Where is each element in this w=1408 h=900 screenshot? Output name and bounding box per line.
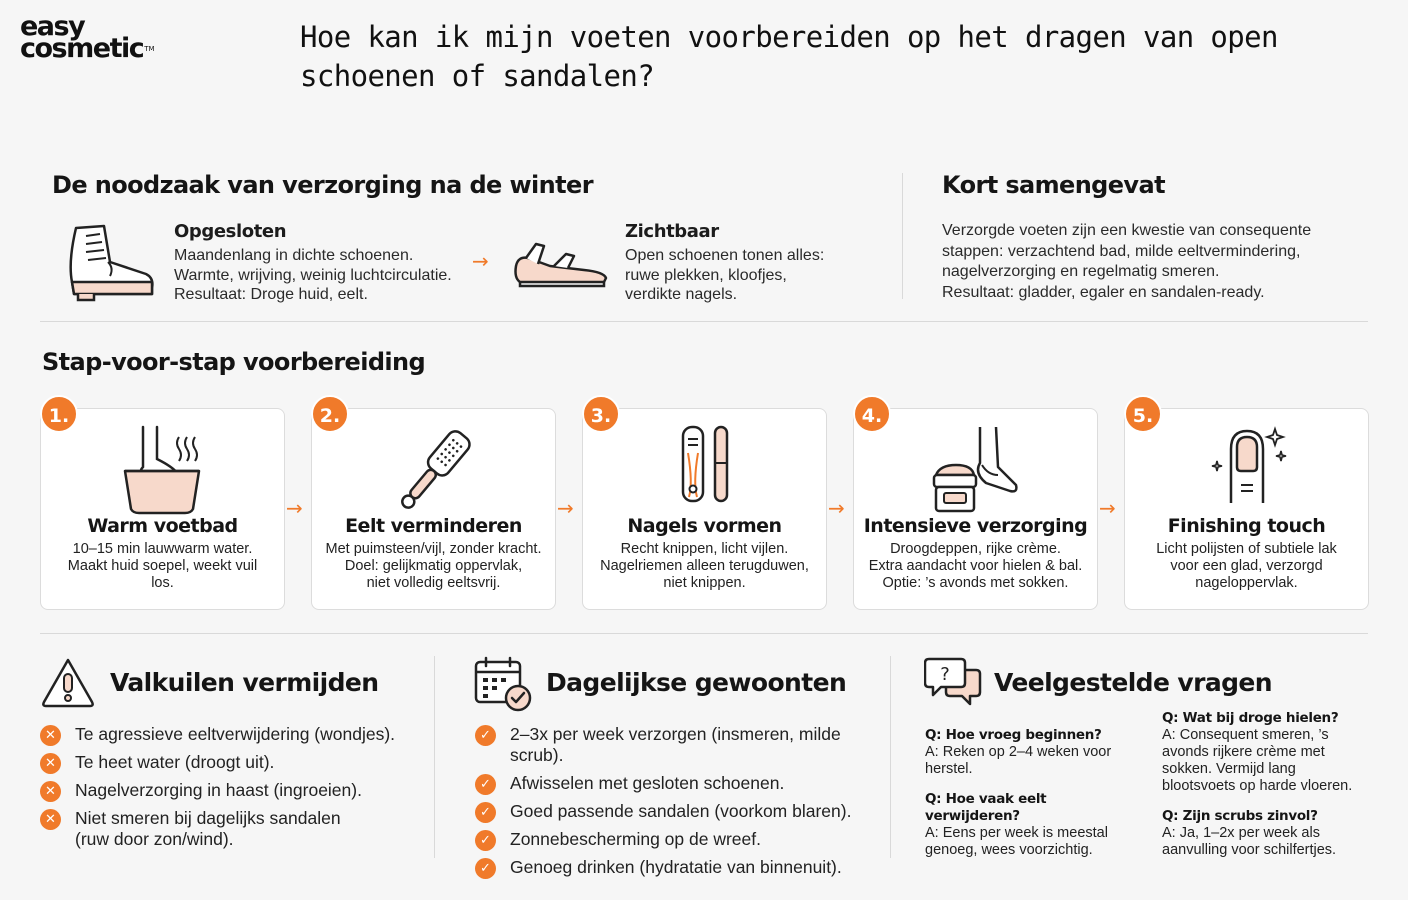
- boot-icon: [64, 222, 158, 304]
- step-card-2: [311, 408, 556, 610]
- list-item: ✕ Nagelverzorging in haast (ingroeien).: [40, 780, 420, 801]
- step-title: Intensieve verzorging: [863, 515, 1088, 537]
- list-item: ✓ Goed passende sandalen (voorkom blaren).: [475, 801, 885, 822]
- page-title: Hoe kan ik mijn voeten voorbereiden op het dragen van open schoenen of sandalen?: [300, 20, 1278, 93]
- arrow-right-icon: →: [828, 496, 845, 520]
- arrow-right-icon: →: [557, 496, 574, 520]
- faq-item: [925, 791, 1140, 859]
- faq-answer: A: Ja, 1–2x per week als aanvulling voor schilfertjes.: [1162, 825, 1337, 858]
- pitfalls-list: [40, 724, 420, 857]
- step-title: Finishing touch: [1167, 515, 1326, 537]
- faq-question: Q: Hoe vaak eelt verwijderen?: [925, 791, 1047, 824]
- summary-text: Verzorgde voeten zijn een kwestie van consequente stappen: verzachtend bad, milde eeltvermindering, nagelverzorging en regelmatig smeren. Resultaat: gladder, egaler en sandalen-ready.: [942, 222, 1312, 301]
- x-icon: ✕: [40, 781, 61, 802]
- brand-line-2: cosmetic™: [20, 33, 155, 64]
- closed-description: Maandenlang in dichte schoenen. Warmte, wrijving, weinig luchtcirculatie. Resultaat: Droge huid, eelt.: [174, 247, 452, 303]
- nail-clipper-icon: [655, 423, 755, 519]
- step-description: Droogdeppen, rijke crème. Extra aandacht voor hielen & bal. Optie: ’s avonds met sokken.: [868, 541, 1083, 591]
- faq-item: [1162, 710, 1372, 795]
- faq-question: Q: Wat bij droge hielen?: [1162, 710, 1339, 726]
- calendar-check-icon: [474, 656, 532, 712]
- step-description: Recht knippen, licht vijlen. Nagelriemen alleen terugduwen, niet knippen.: [600, 541, 809, 591]
- section-divider: [40, 321, 1368, 322]
- brand-logo[interactable]: [20, 11, 155, 64]
- arrow-right-icon: →: [286, 496, 303, 520]
- step-card-1: [40, 408, 285, 610]
- arrow-right-icon: →: [1099, 496, 1116, 520]
- faq-item: [1162, 808, 1372, 859]
- step-card-3: [582, 408, 827, 610]
- section-divider: [434, 656, 435, 858]
- habits-list: [475, 724, 885, 885]
- list-item: ✓ 2–3x per week verzorgen (insmeren, milde scrub).: [475, 724, 885, 766]
- foot-file-icon: [384, 423, 484, 519]
- check-icon: ✓: [475, 802, 496, 823]
- faq-answer: A: Reken op 2–4 weken voor herstel.: [925, 744, 1112, 777]
- step-number-badge: 2.: [311, 395, 349, 433]
- warning-icon: [40, 656, 96, 708]
- x-icon: ✕: [40, 809, 61, 830]
- sandal-icon: [510, 236, 610, 288]
- faq-answer: A: Consequent smeren, ’s avonds rijkere crème met sokken. Vermijd lang blootsvoets op harde vloeren.: [1162, 727, 1353, 794]
- list-item: ✕ Te agressieve eeltverwijdering (wondjes).: [40, 724, 420, 745]
- step-title: Warm voetbad: [87, 515, 238, 537]
- list-item: ✓ Genoeg drinken (hydratatie van binnenuit).: [475, 857, 885, 878]
- step-title: Eelt verminderen: [345, 515, 522, 537]
- cream-jar-icon: [926, 423, 1026, 519]
- list-item: ✓ Zonnebescherming op de wreef.: [475, 829, 885, 850]
- summary-heading: Kort samengevat: [942, 171, 1165, 199]
- closed-title: Opgesloten: [174, 221, 287, 242]
- x-icon: ✕: [40, 725, 61, 746]
- section-divider: [902, 173, 903, 299]
- speech-bubbles-icon: [924, 656, 982, 708]
- habits-heading: Dagelijkse gewoonten: [546, 668, 847, 697]
- x-icon: ✕: [40, 753, 61, 774]
- check-icon: ✓: [475, 774, 496, 795]
- step-title: Nagels vormen: [627, 515, 782, 537]
- necessity-heading: De noodzaak van verzorging na de winter: [52, 171, 593, 199]
- brand-line-1: easy: [20, 11, 85, 42]
- faq-item: [925, 727, 1140, 778]
- check-icon: ✓: [475, 858, 496, 879]
- closed-shoes-block: [174, 221, 452, 305]
- step-number-badge: 3.: [582, 395, 620, 433]
- step-card-5: [1124, 408, 1369, 610]
- section-divider: [890, 656, 891, 858]
- faq-answer: A: Eens per week is meestal genoeg, wees voorzichtig.: [925, 825, 1108, 858]
- step-card-4: [853, 408, 1098, 610]
- trademark-symbol: TM: [144, 45, 155, 53]
- faq-question: Q: Hoe vroeg beginnen?: [925, 727, 1102, 743]
- faq-question: Q: Zijn scrubs zinvol?: [1162, 808, 1318, 824]
- visible-feet-block: [625, 221, 824, 305]
- steps-heading: Stap-voor-stap voorbereiding: [42, 348, 426, 376]
- polished-nail-icon: [1197, 423, 1297, 519]
- faq-heading: Veelgestelde vragen: [994, 668, 1272, 697]
- section-divider: [40, 633, 1368, 634]
- visible-title: Zichtbaar: [625, 221, 719, 242]
- step-description: Licht polijsten of subtiele lak voor een glad, verzorgd nageloppervlak.: [1156, 541, 1337, 591]
- list-item: ✕ Te heet water (droogt uit).: [40, 752, 420, 773]
- step-description: 10–15 min lauwwarm water. Maakt huid soepel, weekt vuil los.: [67, 541, 258, 591]
- list-item: ✓ Afwisselen met gesloten schoenen.: [475, 773, 885, 794]
- step-number-badge: 4.: [853, 395, 891, 433]
- step-number-badge: 1.: [40, 395, 78, 433]
- check-icon: ✓: [475, 725, 496, 746]
- step-number-badge: 5.: [1124, 395, 1162, 433]
- list-item: ✕ Niet smeren bij dagelijks sandalen (ruw door zon/wind).: [40, 808, 420, 850]
- step-description: Met puimsteen/vijl, zonder kracht. Doel: gelijkmatig oppervlak, niet volledig eeltsvrij.: [325, 541, 542, 591]
- foot-bath-icon: [113, 423, 213, 519]
- arrow-right-icon: →: [472, 249, 489, 273]
- check-icon: ✓: [475, 830, 496, 851]
- pitfalls-heading: Valkuilen vermijden: [110, 668, 379, 697]
- svg-text:?: ?: [940, 664, 950, 685]
- visible-description: Open schoenen tonen alles: ruwe plekken, kloofjes, verdikte nagels.: [625, 247, 825, 303]
